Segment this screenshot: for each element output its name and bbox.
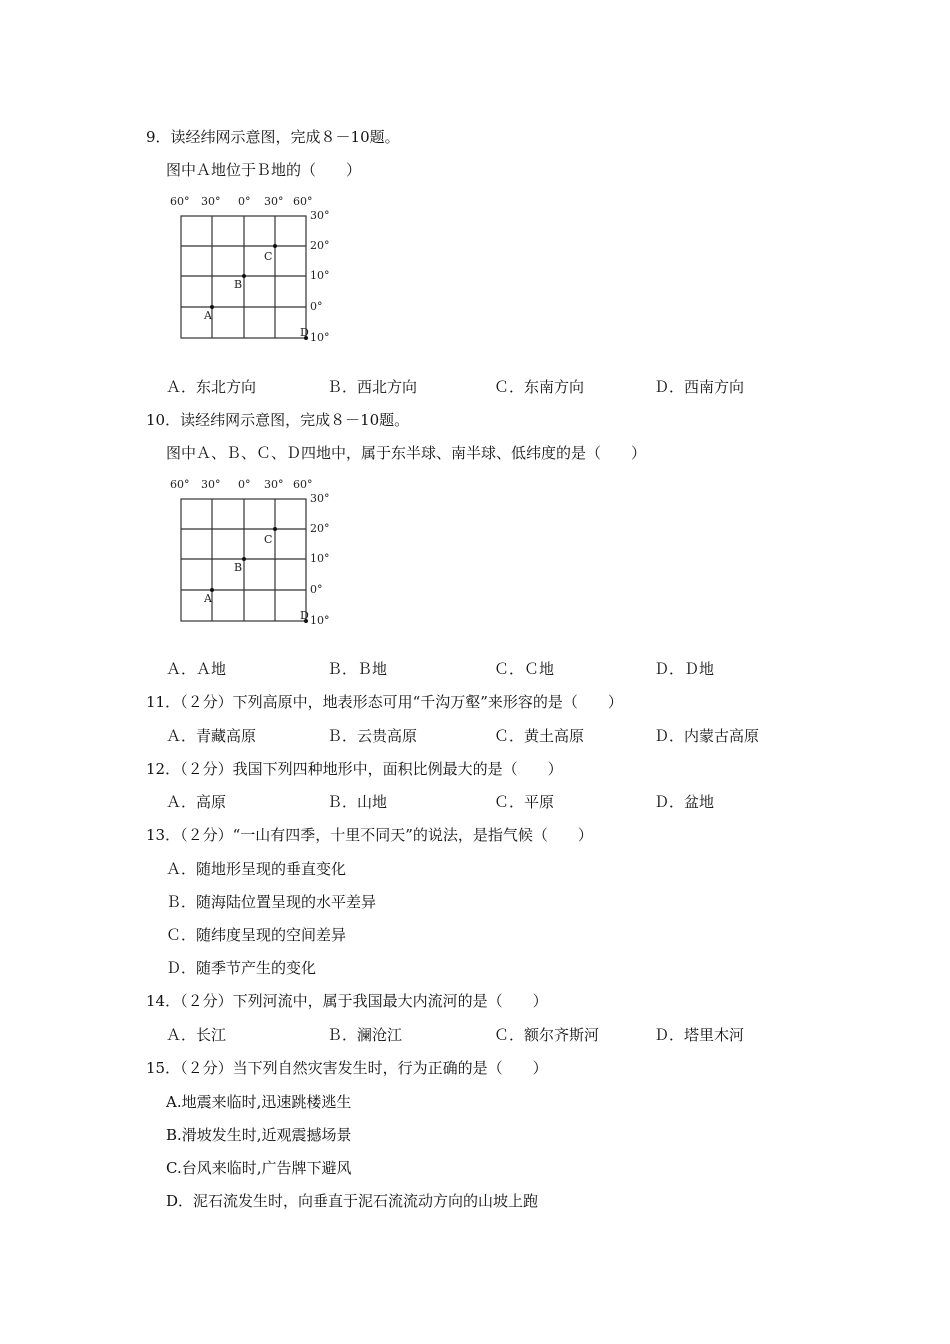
point-label-c: C — [264, 533, 273, 546]
q12-option-b: Ｂ．山地 — [327, 793, 388, 811]
q14-stem: 14．（２分）下列河流中，属于我国最大内流河的是（ ） — [146, 992, 548, 1010]
q11-option-c: Ｃ．黄土高原 — [494, 727, 585, 745]
q10-sub: 图中Ａ、Ｂ、Ｃ、Ｄ四地中，属于东半球、南半球、低纬度的是（ ） — [166, 444, 647, 462]
lat-label: 0° — [310, 583, 323, 596]
q9-option-b: Ｂ．西北方向 — [327, 378, 418, 396]
lon-label: 60° — [170, 195, 190, 208]
q12-option-a: Ａ．高原 — [166, 793, 227, 811]
lat-label: 30° — [310, 209, 330, 222]
lat-label: 30° — [310, 492, 330, 505]
q14-option-b: Ｂ．澜沧江 — [327, 1026, 403, 1044]
q10-option-d: Ｄ．Ｄ地 — [654, 660, 715, 678]
q15-stem: 15．（２分）当下列自然灾害发生时，行为正确的是（ ） — [146, 1059, 548, 1077]
q11-option-b: Ｂ．云贵高原 — [327, 727, 418, 745]
q15-option-c: C.台风来临时,广告牌下避风 — [166, 1159, 352, 1177]
q13-option-b: Ｂ．随海陆位置呈现的水平差异 — [166, 893, 377, 911]
lon-label: 60° — [293, 478, 313, 491]
lat-label: 10° — [310, 614, 330, 627]
lat-lon-grid-figure-2 — [166, 473, 346, 628]
q15-option-a: A.地震来临时,迅速跳楼逃生 — [166, 1093, 352, 1111]
q9-stem: 9．读经纬网示意图，完成８－10题。 — [146, 128, 400, 146]
q13-option-c: Ｃ．随纬度呈现的空间差异 — [166, 926, 347, 944]
q12-stem: 12．（２分）我国下列四种地形中，面积比例最大的是（ ） — [146, 760, 563, 778]
q12-option-d: Ｄ．盆地 — [654, 793, 715, 811]
lat-label: 10° — [310, 552, 330, 565]
lon-label: 30° — [201, 478, 221, 491]
q10-option-b: Ｂ．Ｂ地 — [327, 660, 388, 678]
q11-stem: 11．（２分）下列高原中，地表形态可用“千沟万壑”来形容的是（ ） — [146, 693, 623, 711]
lat-label: 10° — [310, 269, 330, 282]
point-label-b: B — [234, 278, 243, 291]
lat-label: 10° — [310, 331, 330, 344]
lon-label: 0° — [238, 478, 251, 491]
lon-label: 30° — [264, 478, 284, 491]
q15-option-d: D．泥石流发生时，向垂直于泥石流流动方向的山坡上跑 — [166, 1192, 539, 1210]
lon-label: 30° — [201, 195, 221, 208]
q10-option-a: Ａ．Ａ地 — [166, 660, 227, 678]
q13-option-a: Ａ．随地形呈现的垂直变化 — [166, 860, 347, 878]
lat-label: 0° — [310, 300, 323, 313]
q10-stem: 10．读经纬网示意图，完成８－10题。 — [146, 411, 410, 429]
point-label-c: C — [264, 250, 273, 263]
lat-label: 20° — [310, 522, 330, 535]
q13-option-d: Ｄ．随季节产生的变化 — [166, 959, 317, 977]
lat-lon-grid-figure-1 — [166, 190, 346, 345]
q15-option-b: B.滑坡发生时,近观震撼场景 — [166, 1126, 352, 1144]
lon-label: 30° — [264, 195, 284, 208]
q9-option-c: Ｃ．东南方向 — [494, 378, 585, 396]
q12-option-c: Ｃ．平原 — [494, 793, 555, 811]
q14-option-d: Ｄ．塔里木河 — [654, 1026, 745, 1044]
lat-label: 20° — [310, 239, 330, 252]
point-label-d: D — [300, 609, 309, 622]
q14-option-c: Ｃ．额尔齐斯河 — [494, 1026, 600, 1044]
q13-stem: 13．（２分）“一山有四季，十里不同天”的说法，是指气候（ ） — [146, 826, 593, 844]
lon-label: 0° — [238, 195, 251, 208]
q9-option-d: Ｄ．西南方向 — [654, 378, 745, 396]
lon-label: 60° — [293, 195, 313, 208]
point-label-b: B — [234, 561, 243, 574]
point-label-a: A — [204, 592, 212, 605]
q9-option-a: Ａ．东北方向 — [166, 378, 257, 396]
q10-option-c: Ｃ．Ｃ地 — [494, 660, 555, 678]
q9-sub: 图中Ａ地位于Ｂ地的（ ） — [166, 161, 362, 179]
point-label-a: A — [204, 309, 212, 322]
q11-option-a: Ａ．青藏高原 — [166, 727, 257, 745]
point-label-d: D — [300, 326, 309, 339]
lon-label: 60° — [170, 478, 190, 491]
q11-option-d: Ｄ．内蒙古高原 — [654, 727, 760, 745]
q14-option-a: Ａ．长江 — [166, 1026, 227, 1044]
